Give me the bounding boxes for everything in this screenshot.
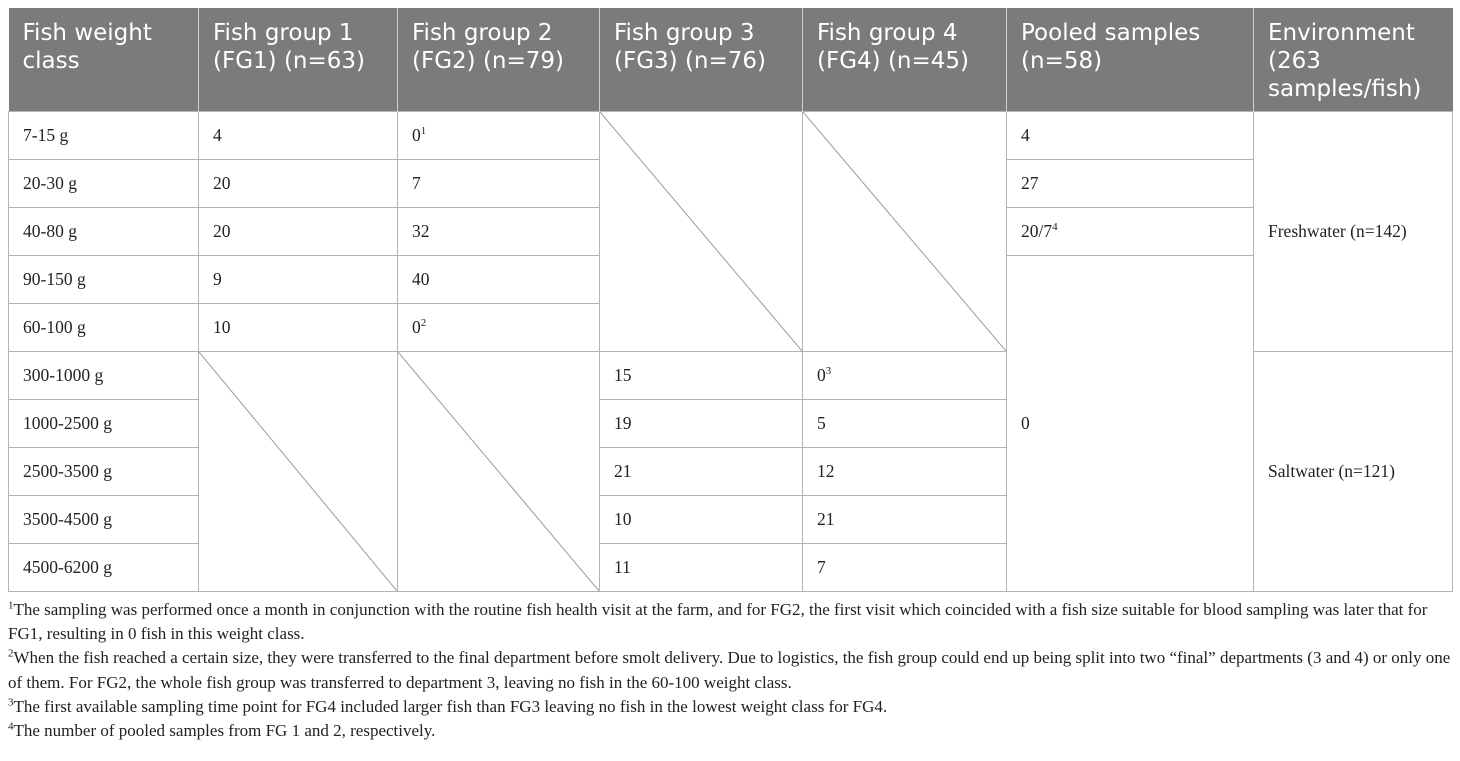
fg1-empty-cell bbox=[199, 352, 398, 592]
fg1-cell: 20 bbox=[199, 208, 398, 256]
environment-freshwater: Freshwater (n=142) bbox=[1254, 112, 1453, 352]
fg3-cell: 21 bbox=[600, 448, 803, 496]
cell-value: 20/7 bbox=[1021, 221, 1053, 241]
weight-cell: 2500-3500 g bbox=[9, 448, 199, 496]
fg3-cell: 11 bbox=[600, 544, 803, 592]
fg4-cell: 7 bbox=[803, 544, 1007, 592]
weight-cell: 60-100 g bbox=[9, 304, 199, 352]
fg1-cell: 20 bbox=[199, 160, 398, 208]
fg4-empty-cell bbox=[803, 112, 1007, 352]
pooled-cell bbox=[1007, 208, 1254, 256]
header-fg3: Fish group 3 (FG3) (n=76) bbox=[600, 8, 803, 112]
fg4-cell: 21 bbox=[803, 496, 1007, 544]
footnote-mark: 2 bbox=[8, 647, 14, 660]
footnote-marker: 1 bbox=[420, 125, 427, 138]
fg1-cell: 10 bbox=[199, 304, 398, 352]
fg2-cell: 32 bbox=[398, 208, 600, 256]
header-pooled: Pooled samples (n=58) bbox=[1007, 8, 1254, 112]
weight-cell: 4500-6200 g bbox=[9, 544, 199, 592]
fg2-cell: 40 bbox=[398, 256, 600, 304]
footnote-marker: 3 bbox=[825, 365, 832, 378]
fish-sampling-table bbox=[8, 8, 1453, 592]
weight-cell: 7-15 g bbox=[9, 112, 199, 160]
fg4-cell bbox=[803, 352, 1007, 400]
fg1-cell: 9 bbox=[199, 256, 398, 304]
fg1-cell: 4 bbox=[199, 112, 398, 160]
footnote-1 bbox=[8, 598, 1452, 646]
footnote-text: The first available sampling time point for FG4 included larger fish than FG3 leaving no fish in the lowest weight class for FG4. bbox=[13, 696, 888, 716]
weight-cell: 1000-2500 g bbox=[9, 400, 199, 448]
footnote-2 bbox=[8, 646, 1452, 694]
header-row bbox=[9, 8, 1453, 112]
header-fg4: Fish group 4 (FG4) (n=45) bbox=[803, 8, 1007, 112]
pooled-cell: 27 bbox=[1007, 160, 1254, 208]
fg3-empty-cell bbox=[600, 112, 803, 352]
footnote-marker: 4 bbox=[1052, 221, 1058, 234]
fg2-cell bbox=[398, 112, 600, 160]
footnote-marker: 2 bbox=[420, 317, 427, 330]
footnote-text: The number of pooled samples from FG 1 and 2, respectively. bbox=[13, 721, 436, 741]
fg4-cell: 12 bbox=[803, 448, 1007, 496]
weight-cell: 300-1000 g bbox=[9, 352, 199, 400]
footnote-mark: 4 bbox=[8, 720, 14, 733]
environment-saltwater: Saltwater (n=121) bbox=[1254, 352, 1453, 592]
fg3-cell: 10 bbox=[600, 496, 803, 544]
header-weight-class: Fish weight class bbox=[9, 8, 199, 112]
fg3-cell: 19 bbox=[600, 400, 803, 448]
footnote-3 bbox=[8, 695, 1452, 719]
footnote-mark: 1 bbox=[8, 599, 14, 612]
weight-cell: 90-150 g bbox=[9, 256, 199, 304]
header-environment: Environment (263 samples/fish) bbox=[1254, 8, 1453, 112]
cell-value: 0 bbox=[412, 125, 421, 145]
weight-cell: 40-80 g bbox=[9, 208, 199, 256]
header-fg2: Fish group 2 (FG2) (n=79) bbox=[398, 8, 600, 112]
table-row bbox=[9, 112, 1453, 160]
fg4-cell: 5 bbox=[803, 400, 1007, 448]
cell-value: 0 bbox=[817, 365, 826, 385]
pooled-saltwater-cell: 0 bbox=[1007, 256, 1254, 592]
footnote-text: The sampling was performed once a month in conjunction with the routine fish health visit at the farm, and for FG2, the first visit which coincided with a fish size suitable for blood sampling was later that for FG1, resulting in 0 fish in this weight class. bbox=[8, 600, 1428, 644]
pooled-cell: 4 bbox=[1007, 112, 1254, 160]
weight-cell: 20-30 g bbox=[9, 160, 199, 208]
fg2-empty-cell bbox=[398, 352, 600, 592]
table-container bbox=[8, 8, 1452, 743]
footnote-mark: 3 bbox=[8, 696, 14, 709]
footnote-text: When the fish reached a certain size, they were transferred to the final department before smolt delivery. Due to logistics, the fish group could end up being split into two “final” departments (3 and 4) or only one of them. For FG2, the whole fish group was transferred to department 3, leaving no fish in the 60-100 weight class. bbox=[8, 648, 1451, 692]
footnotes bbox=[8, 598, 1452, 743]
header-fg1: Fish group 1 (FG1) (n=63) bbox=[199, 8, 398, 112]
cell-value: 0 bbox=[412, 317, 421, 337]
weight-cell: 3500-4500 g bbox=[9, 496, 199, 544]
footnote-4 bbox=[8, 719, 1452, 743]
fg2-cell: 7 bbox=[398, 160, 600, 208]
fg2-cell bbox=[398, 304, 600, 352]
fg3-cell: 15 bbox=[600, 352, 803, 400]
